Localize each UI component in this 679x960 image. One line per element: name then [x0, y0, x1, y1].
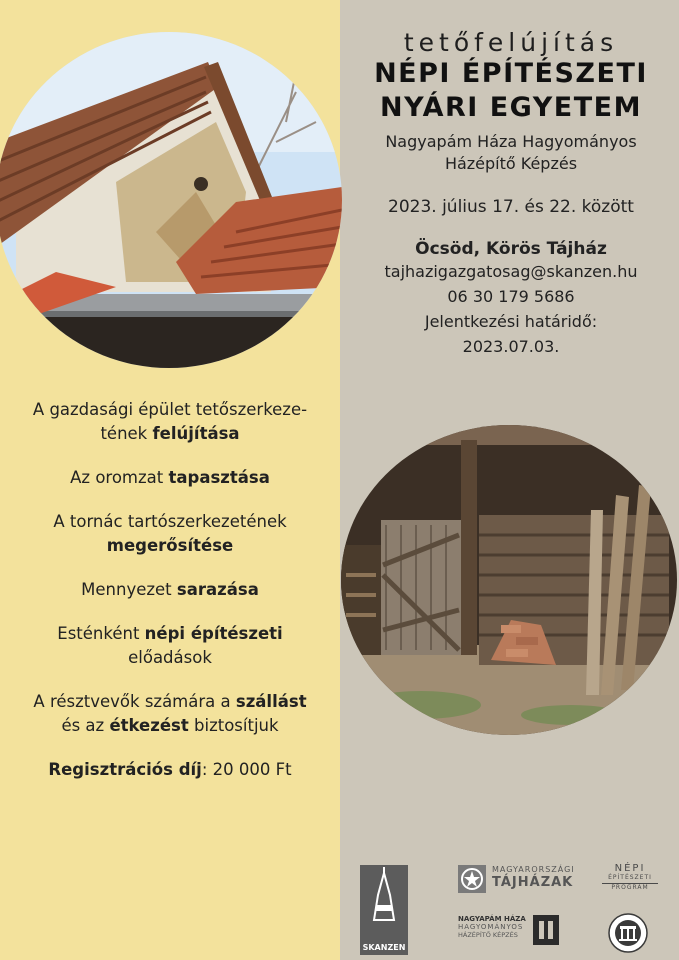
list-item: A résztvevők számára a szállást és az étkezést biztosítjuk: [33, 692, 307, 735]
event-header: [346, 24, 676, 359]
skanzen-tower-icon: [360, 865, 408, 935]
subtitle: [346, 131, 676, 175]
nagyapam-haza-logo: NAGYAPÁM HÁZA HAGYOMÁNYOS HÁZÉPÍTŐ KÉPZÉS: [458, 915, 526, 939]
list-item: A gazdasági épület tetőszerkeze- tének felújítása: [32, 400, 308, 443]
list-item: Esténként népi építészeti előadások: [57, 624, 283, 667]
tajhazak-logo: MAGYARORSZÁGI TÁJHÁZAK: [458, 863, 588, 897]
activity-list: [0, 398, 340, 802]
photo-gable-roof: [0, 32, 342, 368]
photo-wooden-shed: [341, 425, 677, 735]
deadline-date: 2023.07.03.: [462, 337, 560, 356]
subtitle-line-1: Nagyapám Háza Hagyományos: [385, 132, 637, 151]
subtitle-line-2: Házépítő Képzés: [444, 154, 578, 173]
nepi-epiteszeti-program-logo: NÉPI ÉPÍTÉSZETI PROGRAM: [602, 863, 658, 903]
contact-block: [346, 259, 676, 359]
event-location: Öcsöd, Körös Tájház: [415, 239, 607, 259]
title-line-2: NYÁRI EGYETEM: [380, 92, 642, 123]
list-item: Mennyezet sarazása: [81, 580, 259, 599]
title-line-1: NÉPI ÉPÍTÉSZETI: [374, 58, 648, 89]
partner-logos: [340, 855, 679, 960]
columns-seal-icon: [608, 913, 648, 953]
registration-fee: Regisztrációs díj: 20 000 Ft: [48, 760, 292, 779]
tajhazak-star-icon: [458, 865, 486, 893]
list-item: A tornác tartószerkezetének megerősítése: [53, 512, 287, 555]
nagyapam-house-icon: [533, 915, 559, 945]
deadline-label: Jelentkezési határidő:: [424, 312, 598, 331]
contact-email[interactable]: tajhazigazgatosag@skanzen.hu: [384, 262, 638, 281]
contact-phone[interactable]: 06 30 179 5686: [447, 287, 575, 306]
event-date: 2023. július 17. és 22. között: [388, 197, 634, 217]
list-item: Az oromzat tapasztása: [70, 468, 270, 487]
skanzen-logo: SKANZEN: [360, 865, 408, 955]
kicker-text: tetőfelújítás: [403, 28, 619, 57]
institute-seal-logo: [608, 913, 648, 953]
